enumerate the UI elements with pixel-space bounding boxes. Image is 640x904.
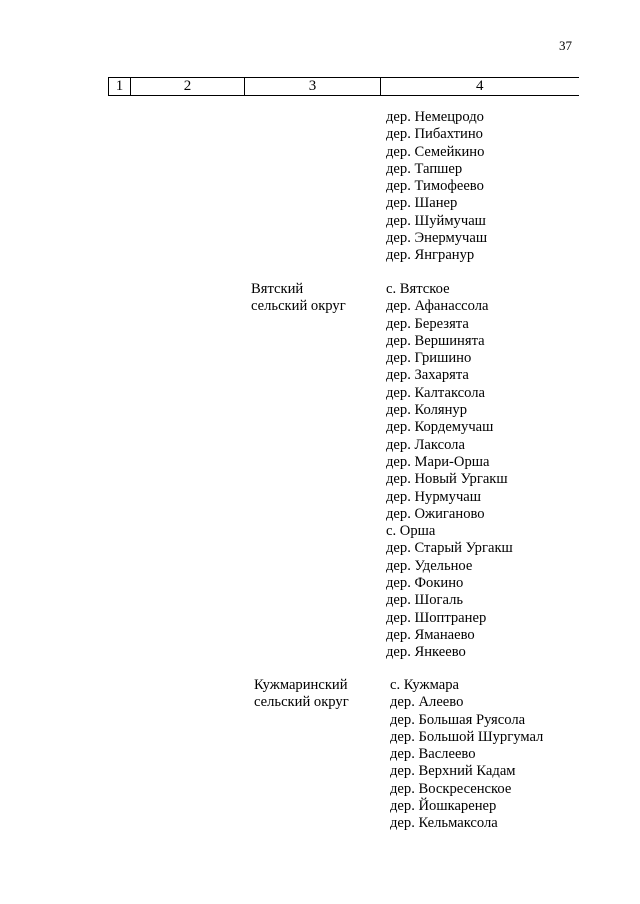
district-settlement-list	[386, 281, 513, 662]
settlement-item: дер. Шанер	[386, 195, 458, 212]
settlement-item: дер. Верхний Кадам	[390, 763, 516, 780]
settlement-item: дер. Воскресенское	[390, 780, 512, 797]
settlement-item: с. Орша	[386, 523, 436, 540]
settlement-item: дер. Большая Руясола	[390, 711, 526, 728]
settlement-item: дер. Ожиганово	[386, 505, 485, 522]
settlement-item: дер. Немецродо	[386, 109, 484, 125]
settlement-item: дер. Яманаево	[386, 626, 475, 643]
settlement-item: дер. Большой Шургумал	[390, 728, 544, 745]
settlement-item: дер. Удельное	[386, 557, 473, 574]
settlement-item: с. Кужмара	[390, 677, 459, 693]
settlement-item: дер. Кельмаксола	[390, 815, 498, 832]
settlement-item: дер. Пибахтино	[386, 126, 483, 143]
district-name-line: сельский округ	[254, 694, 349, 711]
column-header-3: 3	[245, 78, 381, 96]
settlement-item: дер. Кордемучаш	[386, 419, 494, 436]
settlement-item: дер. Фокино	[386, 575, 464, 592]
district-settlement-list	[390, 677, 543, 833]
settlement-item: дер. Мари-Орша	[386, 453, 490, 470]
settlement-item: дер. Гришино	[386, 350, 472, 367]
settlement-item: с. Вятское	[386, 281, 450, 297]
column-header-2: 2	[131, 78, 245, 96]
settlement-item: дер. Тимофеево	[386, 178, 484, 195]
settlement-item: дер. Алеево	[390, 694, 464, 711]
settlement-item: дер. Шогаль	[386, 592, 464, 609]
continuation-settlement-list	[386, 109, 487, 265]
settlement-item: дер. Семейкино	[386, 143, 485, 160]
district-name-line: Кужмаринский	[254, 677, 348, 693]
settlement-item: дер. Энермучаш	[386, 230, 488, 247]
settlement-item: дер. Янгранур	[386, 247, 475, 264]
settlement-item: дер. Тапшер	[386, 160, 463, 177]
settlement-item: дер. Янкеево	[386, 644, 466, 661]
settlement-item: дер. Новый Ургакш	[386, 471, 508, 488]
district-name	[254, 677, 349, 712]
settlement-item: дер. Калтаксола	[386, 384, 486, 401]
settlement-item: дер. Шуймучаш	[386, 212, 486, 229]
district-name-line: Вятский	[251, 281, 304, 297]
settlement-item: дер. Афанассола	[386, 298, 489, 315]
settlement-item: дер. Нурмучаш	[386, 488, 481, 505]
column-header-table	[108, 77, 579, 96]
settlement-item: дер. Березята	[386, 315, 469, 332]
column-header-4: 4	[381, 78, 579, 96]
settlement-item: дер. Лаксола	[386, 436, 465, 453]
district-name-line: сельский округ	[251, 298, 346, 315]
settlement-item: дер. Захарята	[386, 367, 469, 384]
settlement-item: дер. Шоптранер	[386, 609, 487, 626]
settlement-item: дер. Вершинята	[386, 332, 485, 349]
district-name	[251, 281, 346, 316]
settlement-item: дер. Колянур	[386, 402, 468, 419]
settlement-item: дер. Васлеево	[390, 746, 476, 763]
column-header-1: 1	[109, 78, 131, 96]
settlement-item: дер. Старый Ургакш	[386, 540, 513, 557]
settlement-item: дер. Йошкаренер	[390, 798, 497, 815]
page-number: 37	[559, 38, 572, 53]
